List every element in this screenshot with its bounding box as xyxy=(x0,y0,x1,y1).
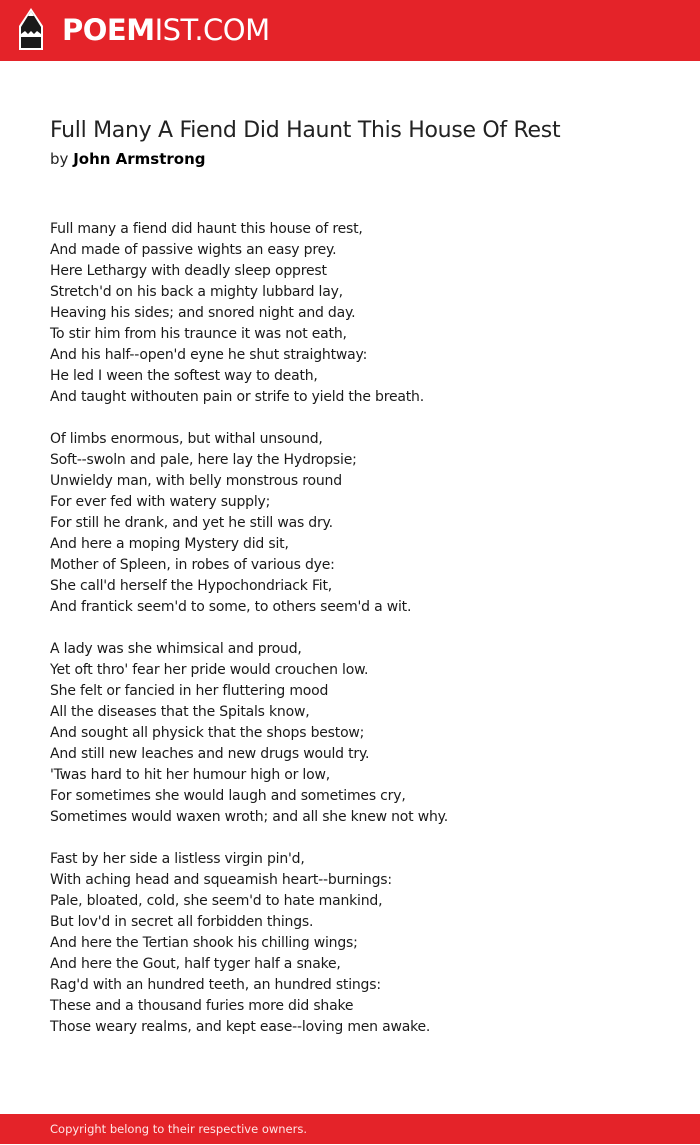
author-name[interactable]: John Armstrong xyxy=(73,150,206,168)
poem-line: And frantick seem'd to some, to others seem'd a wit. xyxy=(50,599,412,615)
poem-line: And here the Tertian shook his chilling wings; xyxy=(50,935,358,951)
poem-line: All the diseases that the Spitals know, xyxy=(50,704,310,720)
poem-line: Mother of Spleen, in robes of various dye: xyxy=(50,557,335,573)
copyright-text: Copyright belong to their respective owners. xyxy=(50,1122,308,1136)
poem-line: For ever fed with watery supply; xyxy=(50,494,271,510)
poem-line: Rag'd with an hundred teeth, an hundred stings: xyxy=(50,977,381,993)
poem-line: He led I ween the softest way to death, xyxy=(50,368,318,384)
poem-line: For sometimes she would laugh and sometimes cry, xyxy=(50,788,406,804)
poem-line: Here Lethargy with deadly sleep opprest xyxy=(50,263,327,279)
poem-line: And sought all physick that the shops bestow; xyxy=(50,725,365,741)
poem-line: Those weary realms, and kept ease--loving men awake. xyxy=(50,1019,431,1035)
poem-line: A lady was she whimsical and proud, xyxy=(50,641,302,657)
poem-line: Of limbs enormous, but withal unsound, xyxy=(50,431,323,447)
poem-line: And here a moping Mystery did sit, xyxy=(50,536,289,552)
poem-line: With aching head and squeamish heart--burnings: xyxy=(50,872,392,888)
poem-line: And taught withouten pain or strife to yield the breath. xyxy=(50,389,424,405)
poem-line: Fast by her side a listless virgin pin'd, xyxy=(50,851,305,867)
poem-title: Full Many A Fiend Did Haunt This House Of Rest xyxy=(50,118,561,143)
poem-line: But lov'd in secret all forbidden things. xyxy=(50,914,314,930)
site-footer xyxy=(0,1114,700,1144)
poem-line: Unwieldy man, with belly monstrous round xyxy=(50,473,342,489)
poem-stanza xyxy=(50,219,670,408)
poem-line: Yet oft thro' fear her pride would crouchen low. xyxy=(50,662,369,678)
poem-stanza xyxy=(50,849,670,1038)
byline xyxy=(50,148,206,170)
poem-line: Heaving his sides; and snored night and day. xyxy=(50,305,356,321)
logo-text-light: IST.COM xyxy=(154,13,270,47)
poem-line: She call'd herself the Hypochondriack Fit, xyxy=(50,578,333,594)
site-header xyxy=(0,0,700,61)
by-label: by xyxy=(50,150,69,168)
poem-line: Full many a fiend did haunt this house of rest, xyxy=(50,221,363,237)
poem-line: For still he drank, and yet he still was dry. xyxy=(50,515,333,531)
poem-line: 'Twas hard to hit her humour high or low, xyxy=(50,767,330,783)
pencil-icon[interactable] xyxy=(17,8,45,52)
logo-text-bold: POEM xyxy=(62,13,155,47)
poem-line: These and a thousand furies more did shake xyxy=(50,998,354,1014)
poem-stanza xyxy=(50,429,670,618)
poem-line: Stretch'd on his back a mighty lubbard lay, xyxy=(50,284,343,300)
poem-line: And his half--open'd eyne he shut straightway: xyxy=(50,347,368,363)
poem-line: And made of passive wights an easy prey. xyxy=(50,242,337,258)
poem-line: To stir him from his traunce it was not eath, xyxy=(50,326,347,342)
site-logo[interactable] xyxy=(62,12,270,48)
poem-line: And here the Gout, half tyger half a snake, xyxy=(50,956,341,972)
poem-stanza xyxy=(50,639,670,828)
poem-line: She felt or fancied in her fluttering mood xyxy=(50,683,329,699)
poem-line: Sometimes would waxen wroth; and all she knew not why. xyxy=(50,809,448,825)
poem-line: And still new leaches and new drugs would try. xyxy=(50,746,370,762)
poem-body xyxy=(50,219,670,1059)
poem-line: Pale, bloated, cold, she seem'd to hate mankind, xyxy=(50,893,383,909)
poem-line: Soft--swoln and pale, here lay the Hydropsie; xyxy=(50,452,357,468)
